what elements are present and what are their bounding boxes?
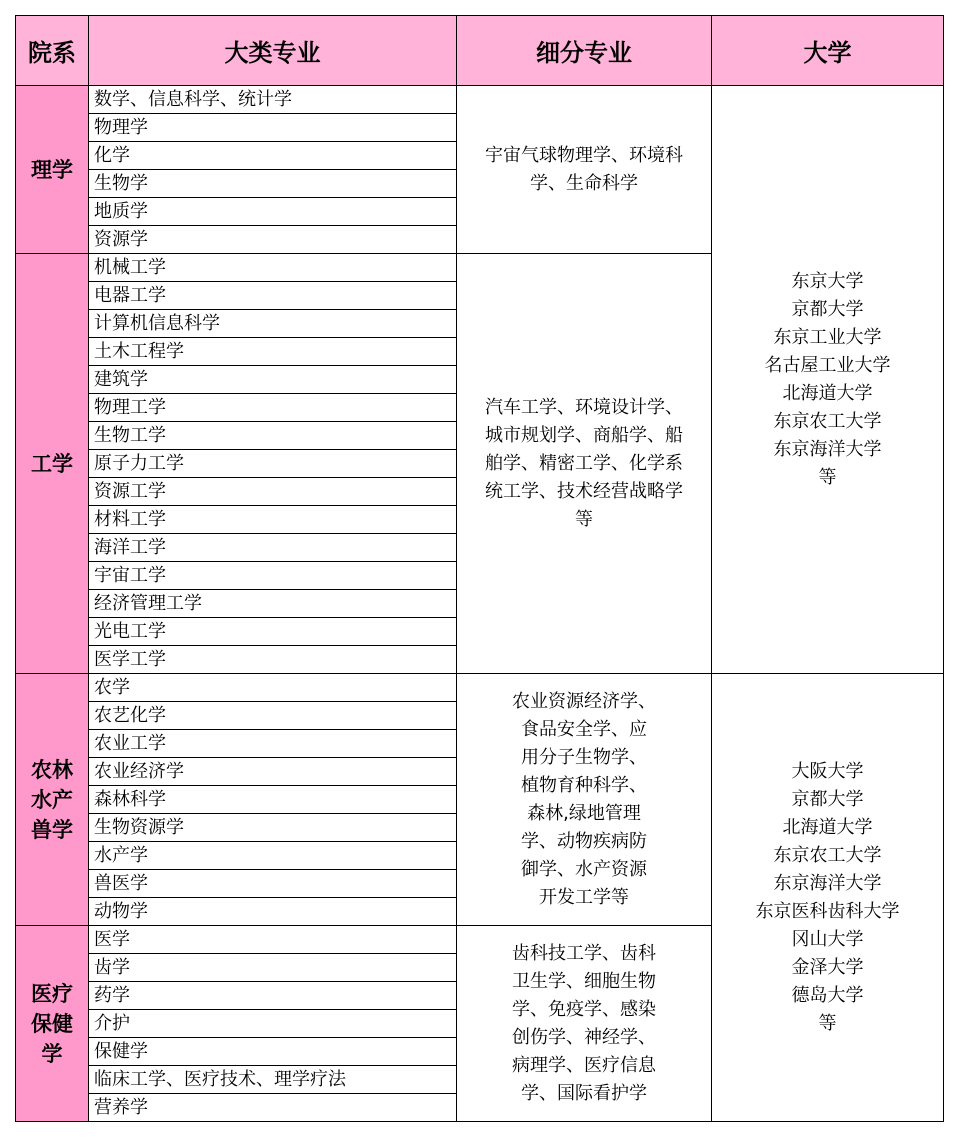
university-line: 德岛大学 bbox=[791, 984, 864, 1006]
university-line: 名古屋工业大学 bbox=[764, 354, 891, 376]
sub-major-line: 学、免疫学、感染 bbox=[512, 998, 656, 1020]
sub-major-line: 学、动物疾病防 bbox=[521, 830, 647, 852]
header-major-category: 大类专业 bbox=[89, 16, 457, 86]
sub-major-line: 创伤学、神经学、 bbox=[512, 1026, 656, 1048]
faculty-line: 医疗 bbox=[31, 981, 73, 1006]
major-cell: 水产学 bbox=[89, 842, 457, 870]
major-cell: 兽医学 bbox=[89, 870, 457, 898]
university-line: 冈山大学 bbox=[791, 928, 864, 950]
major-cell: 动物学 bbox=[89, 898, 457, 926]
major-cell: 物理学 bbox=[89, 114, 457, 142]
university-line: 东京海洋大学 bbox=[773, 438, 882, 460]
faculty-cell bbox=[16, 926, 89, 1122]
faculty-line: 学 bbox=[41, 1041, 63, 1066]
sub-major-line: 宇宙气球物理学、环境科 bbox=[485, 144, 683, 166]
major-cell: 土木工程学 bbox=[89, 338, 457, 366]
major-cell: 海洋工学 bbox=[89, 534, 457, 562]
university-line: 北海道大学 bbox=[782, 816, 873, 838]
major-cell: 生物资源学 bbox=[89, 814, 457, 842]
major-cell: 机械工学 bbox=[89, 254, 457, 282]
major-cell: 保健学 bbox=[89, 1038, 457, 1066]
sub-major-cell bbox=[457, 254, 712, 674]
sub-major-cell bbox=[457, 86, 712, 254]
header-row bbox=[16, 16, 944, 86]
major-cell: 资源学 bbox=[89, 226, 457, 254]
major-cell: 农艺化学 bbox=[89, 702, 457, 730]
major-cell: 农业经济学 bbox=[89, 758, 457, 786]
major-cell: 化学 bbox=[89, 142, 457, 170]
sub-major-line: 等 bbox=[575, 508, 593, 530]
table-row bbox=[16, 86, 944, 114]
university-cell bbox=[712, 674, 944, 1122]
sub-major-cell bbox=[457, 674, 712, 926]
sub-major-line: 用分子生物学、 bbox=[521, 746, 647, 768]
major-cell: 临床工学、医疗技术、理学疗法 bbox=[89, 1066, 457, 1094]
major-cell: 药学 bbox=[89, 982, 457, 1010]
faculty-line: 农林 bbox=[31, 757, 73, 782]
faculty-line: 兽学 bbox=[31, 817, 73, 842]
sub-major-line: 森林,绿地管理 bbox=[527, 802, 641, 824]
major-cell: 生物工学 bbox=[89, 422, 457, 450]
major-cell: 材料工学 bbox=[89, 506, 457, 534]
major-cell: 地质学 bbox=[89, 198, 457, 226]
major-cell: 农学 bbox=[89, 674, 457, 702]
university-line: 东京医科齿科大学 bbox=[755, 900, 900, 922]
sub-major-line: 卫生学、细胞生物 bbox=[512, 970, 656, 992]
table-row bbox=[16, 674, 944, 702]
major-cell: 介护 bbox=[89, 1010, 457, 1038]
faculty-cell bbox=[16, 254, 89, 674]
major-cell: 齿学 bbox=[89, 954, 457, 982]
sub-major-line: 学、生命科学 bbox=[530, 172, 638, 194]
sub-major-line: 开发工学等 bbox=[539, 886, 629, 908]
major-cell: 农业工学 bbox=[89, 730, 457, 758]
major-cell: 物理工学 bbox=[89, 394, 457, 422]
university-line: 东京工业大学 bbox=[773, 326, 882, 348]
major-cell: 电器工学 bbox=[89, 282, 457, 310]
university-cell bbox=[712, 86, 944, 674]
faculty-line: 理学 bbox=[31, 157, 73, 182]
sub-major-line: 统工学、技术经营战略学 bbox=[485, 480, 683, 502]
sub-major-line: 农业资源经济学、 bbox=[512, 690, 656, 712]
major-cell: 数学、信息科学、统计学 bbox=[89, 86, 457, 114]
sub-major-cell bbox=[457, 926, 712, 1122]
university-line: 东京农工大学 bbox=[773, 410, 882, 432]
major-cell: 计算机信息科学 bbox=[89, 310, 457, 338]
major-cell: 森林科学 bbox=[89, 786, 457, 814]
major-cell: 建筑学 bbox=[89, 366, 457, 394]
university-line: 北海道大学 bbox=[782, 382, 873, 404]
university-line: 金泽大学 bbox=[791, 956, 864, 978]
sub-major-line: 舶学、精密工学、化学系 bbox=[485, 452, 683, 474]
major-cell: 医学工学 bbox=[89, 646, 457, 674]
university-line: 东京海洋大学 bbox=[773, 872, 882, 894]
sub-major-line: 汽车工学、环境设计学、 bbox=[485, 396, 683, 418]
faculty-line: 保健 bbox=[31, 1011, 73, 1036]
university-line: 大阪大学 bbox=[791, 760, 864, 782]
major-cell: 营养学 bbox=[89, 1094, 457, 1122]
header-university: 大学 bbox=[712, 16, 944, 86]
faculty-cell bbox=[16, 86, 89, 254]
major-cell: 生物学 bbox=[89, 170, 457, 198]
sub-major-line: 学、国际看护学 bbox=[521, 1082, 647, 1104]
sub-major-line: 御学、水产资源 bbox=[521, 858, 647, 880]
sub-major-line: 食品安全学、应 bbox=[521, 718, 647, 740]
faculty-line: 工学 bbox=[31, 451, 73, 476]
major-cell: 原子力工学 bbox=[89, 450, 457, 478]
major-cell: 医学 bbox=[89, 926, 457, 954]
university-line: 东京大学 bbox=[791, 270, 864, 292]
university-line: 等 bbox=[818, 1012, 837, 1034]
sub-major-line: 病理学、医疗信息 bbox=[512, 1054, 656, 1076]
sub-major-line: 城市规划学、商船学、船 bbox=[485, 424, 683, 446]
university-line: 等 bbox=[818, 466, 837, 488]
university-line: 京都大学 bbox=[791, 788, 864, 810]
faculty-cell bbox=[16, 674, 89, 926]
header-sub-major: 细分专业 bbox=[457, 16, 712, 86]
major-cell: 经济管理工学 bbox=[89, 590, 457, 618]
faculty-line: 水产 bbox=[31, 787, 73, 812]
major-cell: 宇宙工学 bbox=[89, 562, 457, 590]
university-line: 京都大学 bbox=[791, 298, 864, 320]
sub-major-line: 齿科技工学、齿科 bbox=[512, 942, 656, 964]
university-line: 东京农工大学 bbox=[773, 844, 882, 866]
header-faculty: 院系 bbox=[16, 16, 89, 86]
major-cell: 资源工学 bbox=[89, 478, 457, 506]
sub-major-line: 植物育种科学、 bbox=[521, 774, 647, 796]
major-table bbox=[15, 15, 944, 1122]
major-cell: 光电工学 bbox=[89, 618, 457, 646]
